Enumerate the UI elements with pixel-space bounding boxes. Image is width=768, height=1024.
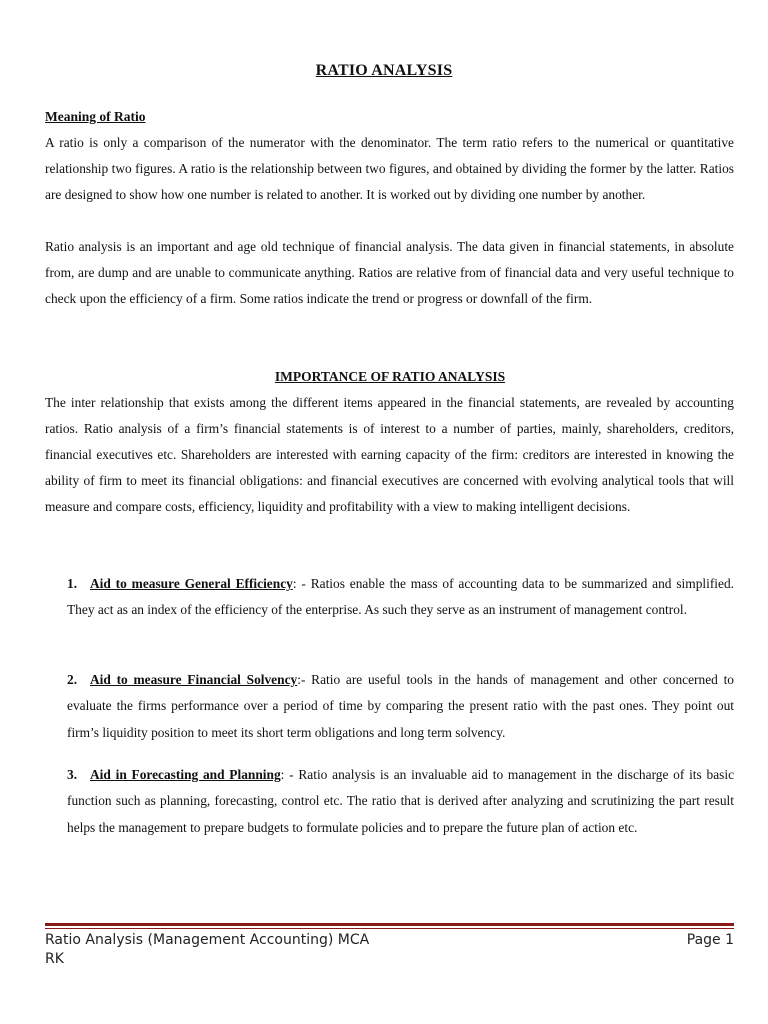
list-item: [67, 667, 734, 746]
list-item-lead: Aid to measure Financial Solvency: [90, 672, 298, 687]
footer-rule-thick: [45, 923, 734, 926]
meaning-paragraph-1: A ratio is only a comparison of the numerator with the denominator. The term ratio refers to the numerical or quantitative relationship two figures. A ratio is the relationship between two figures, and obtained by dividing the former by the latter. Ratios are designed to show how one number is related to another. It is worked out by dividing one number by another.: [45, 135, 734, 202]
page-number: Page 1: [686, 932, 734, 948]
list-item-text: : - Ratios enable the mass of accounting data to be summarized and simplified. They act as an index of the efficiency of the enterprise. As such they serve as an instrument of management control.: [67, 576, 734, 618]
footer-text: [45, 931, 465, 969]
list-item-number: 1.: [67, 576, 78, 591]
footer-author: RK: [45, 951, 64, 967]
importance-heading: IMPORTANCE OF RATIO ANALYSIS: [274, 369, 506, 384]
list-item: [67, 571, 734, 624]
list-item-lead: Aid in Forecasting and Planning: [90, 767, 281, 782]
list-item-lead: Aid to measure General Efficiency: [90, 576, 293, 591]
list-item-number: 3.: [67, 767, 78, 782]
meaning-heading: Meaning of Ratio: [45, 109, 146, 124]
footer-rule-thin: [45, 928, 734, 929]
meaning-paragraph-2: Ratio analysis is an important and age old technique of financial analysis. The data given in financial statements, in absolute from, are dump and are unable to communicate anything. Ratios are relative from of financial data and very useful technique to check upon the efficiency of a firm. Some ratios indicate the trend or progress or downfall of the firm.: [45, 239, 734, 306]
footer-course-title: Ratio Analysis (Management Accounting) MCA: [45, 932, 370, 948]
list-item-text: :- Ratio are useful tools in the hands of management and other concerned to evaluate the firms performance over a period of time by comparing the present ratio with the past ones. They point out firm’s liquidity position to meet its short term obligations and long term solvency.: [67, 672, 735, 740]
list-item: [67, 762, 734, 841]
list-item-text: : - Ratio analysis is an invaluable aid to management in the discharge of its basic function such as planning, forecasting, control etc. The ratio that is derived after analyzing and scrutinizing the part result helps the management to prepare budgets to formulate policies and to prepare the future plan of action etc.: [67, 767, 735, 835]
page-title: RATIO ANALYSIS: [315, 62, 453, 79]
list-item-number: 2.: [67, 672, 78, 687]
importance-paragraph: The inter relationship that exists among the different items appeared in the financial statements, are revealed by accounting ratios. Ratio analysis of a firm’s financial statements is of interest to a number of parties, mainly, shareholders, creditors, financial executives etc. Shareholders are interested with earning capacity of the firm: creditors are interested in knowing the ability of firm to meet its financial obligations: and financial executives are concerned with evolving analytical tools that will measure and compare costs, efficiency, liquidity and profitability with a view to making intelligent decisions.: [45, 395, 734, 514]
